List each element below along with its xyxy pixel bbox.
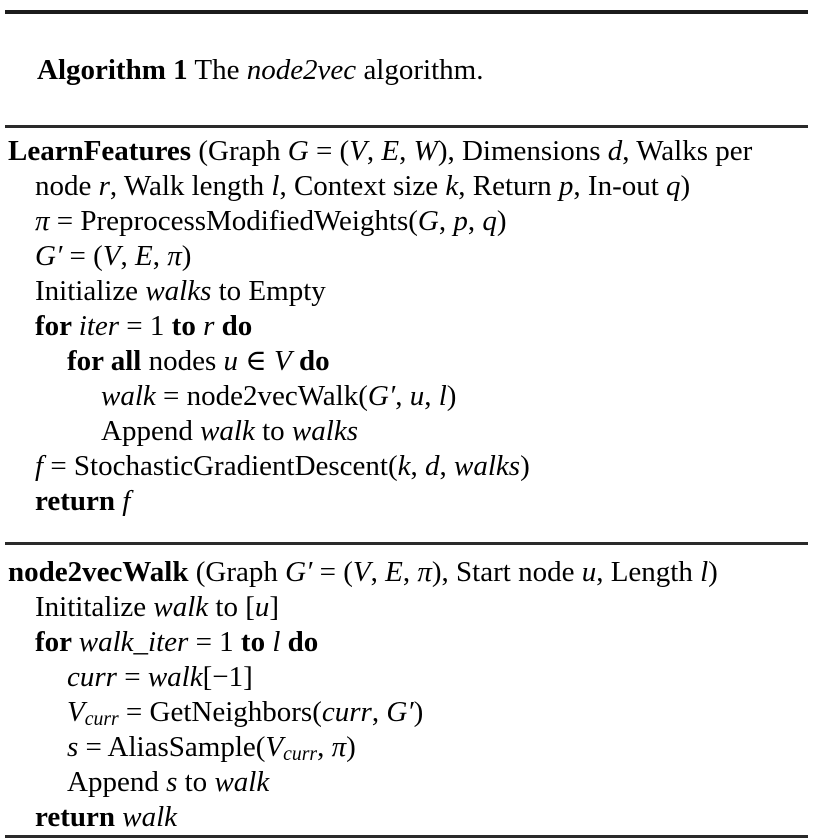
text-segment: W bbox=[413, 135, 438, 167]
text-segment: l bbox=[271, 170, 280, 202]
text-segment: ) bbox=[496, 205, 507, 237]
text-segment: curr bbox=[321, 696, 372, 728]
text-segment: walks bbox=[291, 415, 358, 447]
text-segment: to [ bbox=[208, 591, 255, 623]
text-segment: , bbox=[370, 556, 386, 588]
text-segment: [−1] bbox=[202, 661, 253, 693]
text-segment: G′ bbox=[367, 380, 396, 412]
text-segment: to bbox=[171, 310, 196, 342]
text-segment: return bbox=[35, 485, 123, 517]
text-segment: , bbox=[120, 240, 136, 272]
text-segment: π bbox=[167, 240, 182, 272]
algorithm-line bbox=[8, 484, 808, 519]
text-segment: Initialize bbox=[35, 275, 146, 307]
text-segment: u bbox=[254, 591, 270, 623]
text-segment: s bbox=[166, 766, 178, 798]
text-segment: V bbox=[274, 345, 292, 377]
text-segment: ) bbox=[181, 240, 192, 272]
text-segment: for bbox=[35, 310, 79, 342]
text-segment: , Context size bbox=[279, 170, 446, 202]
text-segment: k bbox=[397, 450, 411, 482]
text-segment: u bbox=[409, 380, 425, 412]
text-segment: Append bbox=[67, 766, 167, 798]
text-segment: walks bbox=[454, 450, 521, 482]
text-segment: V bbox=[265, 731, 284, 763]
algorithm-line bbox=[8, 449, 808, 484]
text-segment: walk bbox=[153, 591, 209, 623]
text-segment: f bbox=[122, 485, 131, 517]
algorithm-line bbox=[8, 555, 808, 590]
text-segment: ) bbox=[446, 380, 457, 412]
algorithm-line bbox=[8, 309, 808, 344]
text-segment: ] bbox=[269, 591, 280, 623]
text-segment: l bbox=[700, 556, 709, 588]
text-segment: , Return bbox=[458, 170, 559, 202]
text-segment: node2vecWalk bbox=[8, 556, 189, 588]
algorithm-caption-label: Algorithm 1 bbox=[37, 54, 188, 86]
text-segment: G′ bbox=[35, 240, 63, 272]
text-segment: walk bbox=[101, 380, 156, 412]
text-segment: p bbox=[453, 205, 468, 237]
text-segment: ) bbox=[413, 696, 424, 728]
text-segment: , bbox=[424, 380, 439, 412]
text-segment: , bbox=[317, 731, 332, 763]
algorithm-line bbox=[8, 660, 808, 695]
text-segment: , In-out bbox=[573, 170, 667, 202]
text-segment: s bbox=[67, 731, 79, 763]
text-segment bbox=[280, 626, 287, 658]
text-segment: Append bbox=[101, 415, 201, 447]
algorithm-line bbox=[8, 590, 808, 625]
text-segment: ∈ bbox=[238, 345, 275, 377]
text-segment: d bbox=[425, 450, 440, 482]
text-segment: , bbox=[371, 696, 387, 728]
text-segment: r bbox=[203, 310, 215, 342]
text-segment: do bbox=[221, 310, 253, 342]
text-segment: , bbox=[152, 240, 168, 272]
algorithm-line bbox=[8, 379, 808, 414]
text-segment: ) bbox=[680, 170, 691, 202]
text-segment: The bbox=[187, 54, 247, 86]
text-segment bbox=[214, 310, 221, 342]
text-segment: V bbox=[349, 135, 367, 167]
text-segment: = AliasSample( bbox=[78, 731, 266, 763]
text-segment: V bbox=[67, 696, 85, 728]
algorithm-caption-title bbox=[188, 54, 484, 86]
text-segment: π bbox=[331, 731, 347, 763]
text-segment: u bbox=[581, 556, 597, 588]
text-segment: do bbox=[287, 626, 319, 658]
algorithm-line bbox=[8, 695, 808, 730]
text-segment: = GetNeighbors( bbox=[118, 696, 322, 728]
text-segment: = ( bbox=[62, 240, 103, 272]
text-segment: , bbox=[410, 450, 426, 482]
text-segment: , Length bbox=[596, 556, 701, 588]
text-segment: E bbox=[135, 240, 153, 272]
text-segment: ) bbox=[708, 556, 718, 588]
text-segment: curr bbox=[84, 708, 119, 731]
text-segment: = 1 bbox=[119, 310, 172, 342]
text-segment: , bbox=[439, 450, 455, 482]
text-segment: do bbox=[298, 345, 330, 377]
text-segment: to bbox=[177, 766, 215, 798]
text-segment: return bbox=[35, 801, 123, 833]
text-segment: = ( bbox=[308, 135, 350, 167]
text-segment: , Walk length bbox=[109, 170, 272, 202]
text-segment: (Graph bbox=[191, 135, 288, 167]
text-segment: walk bbox=[147, 661, 203, 693]
text-segment: walk_iter bbox=[78, 626, 189, 658]
text-segment: curr bbox=[283, 743, 318, 766]
text-segment: (Graph bbox=[188, 556, 286, 588]
text-segment bbox=[196, 310, 203, 342]
text-segment: walk bbox=[214, 766, 270, 798]
text-segment: LearnFeatures bbox=[8, 135, 192, 167]
algorithm-line bbox=[8, 730, 808, 765]
algorithm-line bbox=[8, 204, 808, 239]
text-segment: to Empty bbox=[211, 275, 326, 307]
text-segment: = 1 bbox=[188, 626, 241, 658]
text-segment: for bbox=[35, 626, 79, 658]
text-segment: , Walks per bbox=[622, 135, 753, 167]
algorithm-line bbox=[8, 765, 808, 800]
text-segment: walk bbox=[122, 801, 178, 833]
text-segment: u bbox=[223, 345, 239, 377]
text-segment: , bbox=[395, 380, 410, 412]
algorithm-line bbox=[8, 344, 808, 379]
text-segment: π bbox=[417, 556, 432, 588]
text-segment: G′ bbox=[285, 556, 313, 588]
text-segment: = node2vecWalk( bbox=[155, 380, 368, 412]
text-segment: f bbox=[35, 450, 44, 482]
text-segment: V bbox=[102, 240, 121, 272]
algorithm-line bbox=[8, 239, 808, 274]
text-segment: V bbox=[352, 556, 371, 588]
text-segment: q bbox=[666, 170, 681, 202]
algorithm-float bbox=[5, 10, 808, 838]
text-segment: Inititalize bbox=[35, 591, 154, 623]
text-segment: = ( bbox=[312, 556, 353, 588]
text-segment: to bbox=[254, 415, 292, 447]
text-segment: , bbox=[366, 135, 382, 167]
algorithm-line bbox=[8, 800, 808, 835]
text-segment: k bbox=[445, 170, 459, 202]
text-segment: G bbox=[417, 205, 439, 237]
text-segment: G′ bbox=[386, 696, 414, 728]
text-segment: , bbox=[467, 205, 483, 237]
text-segment: iter bbox=[78, 310, 120, 342]
text-segment: node2vec bbox=[246, 54, 357, 86]
text-segment: p bbox=[558, 170, 574, 202]
text-segment: ), Dimensions bbox=[437, 135, 608, 167]
text-segment: E bbox=[381, 135, 400, 167]
text-segment: to bbox=[240, 626, 266, 658]
text-segment: ) bbox=[346, 731, 356, 763]
text-segment: nodes bbox=[141, 345, 224, 377]
text-segment: , bbox=[438, 205, 454, 237]
algorithm-line bbox=[8, 414, 808, 449]
text-segment: node bbox=[35, 170, 99, 202]
text-segment: ) bbox=[520, 450, 530, 482]
text-segment: walk bbox=[200, 415, 255, 447]
algorithm-line bbox=[8, 625, 808, 660]
text-segment: q bbox=[482, 205, 497, 237]
text-segment: walks bbox=[145, 275, 212, 307]
algorithm-line bbox=[8, 274, 808, 309]
text-segment: E bbox=[385, 556, 403, 588]
text-segment bbox=[292, 345, 299, 377]
algorithm-caption bbox=[5, 14, 808, 125]
node2vecwalk-procedure bbox=[5, 545, 808, 835]
text-segment: d bbox=[607, 135, 623, 167]
learnfeatures-procedure bbox=[5, 128, 808, 519]
text-segment: r bbox=[98, 170, 110, 202]
text-segment: , bbox=[399, 135, 414, 167]
algorithm-line bbox=[8, 134, 808, 169]
text-segment: ), Start node bbox=[431, 556, 582, 588]
algorithm-line bbox=[8, 169, 808, 204]
text-segment: = StochasticGradientDescent( bbox=[43, 450, 398, 482]
text-segment: l bbox=[272, 626, 281, 658]
text-segment: algorithm. bbox=[356, 54, 484, 86]
text-segment: = PreprocessModifiedWeights( bbox=[49, 205, 418, 237]
text-segment: l bbox=[438, 380, 447, 412]
text-segment: = bbox=[116, 661, 148, 693]
text-segment: , bbox=[402, 556, 418, 588]
text-segment: π bbox=[35, 205, 50, 237]
text-segment: G bbox=[287, 135, 309, 167]
text-segment: for all bbox=[67, 345, 142, 377]
text-segment: curr bbox=[67, 661, 117, 693]
